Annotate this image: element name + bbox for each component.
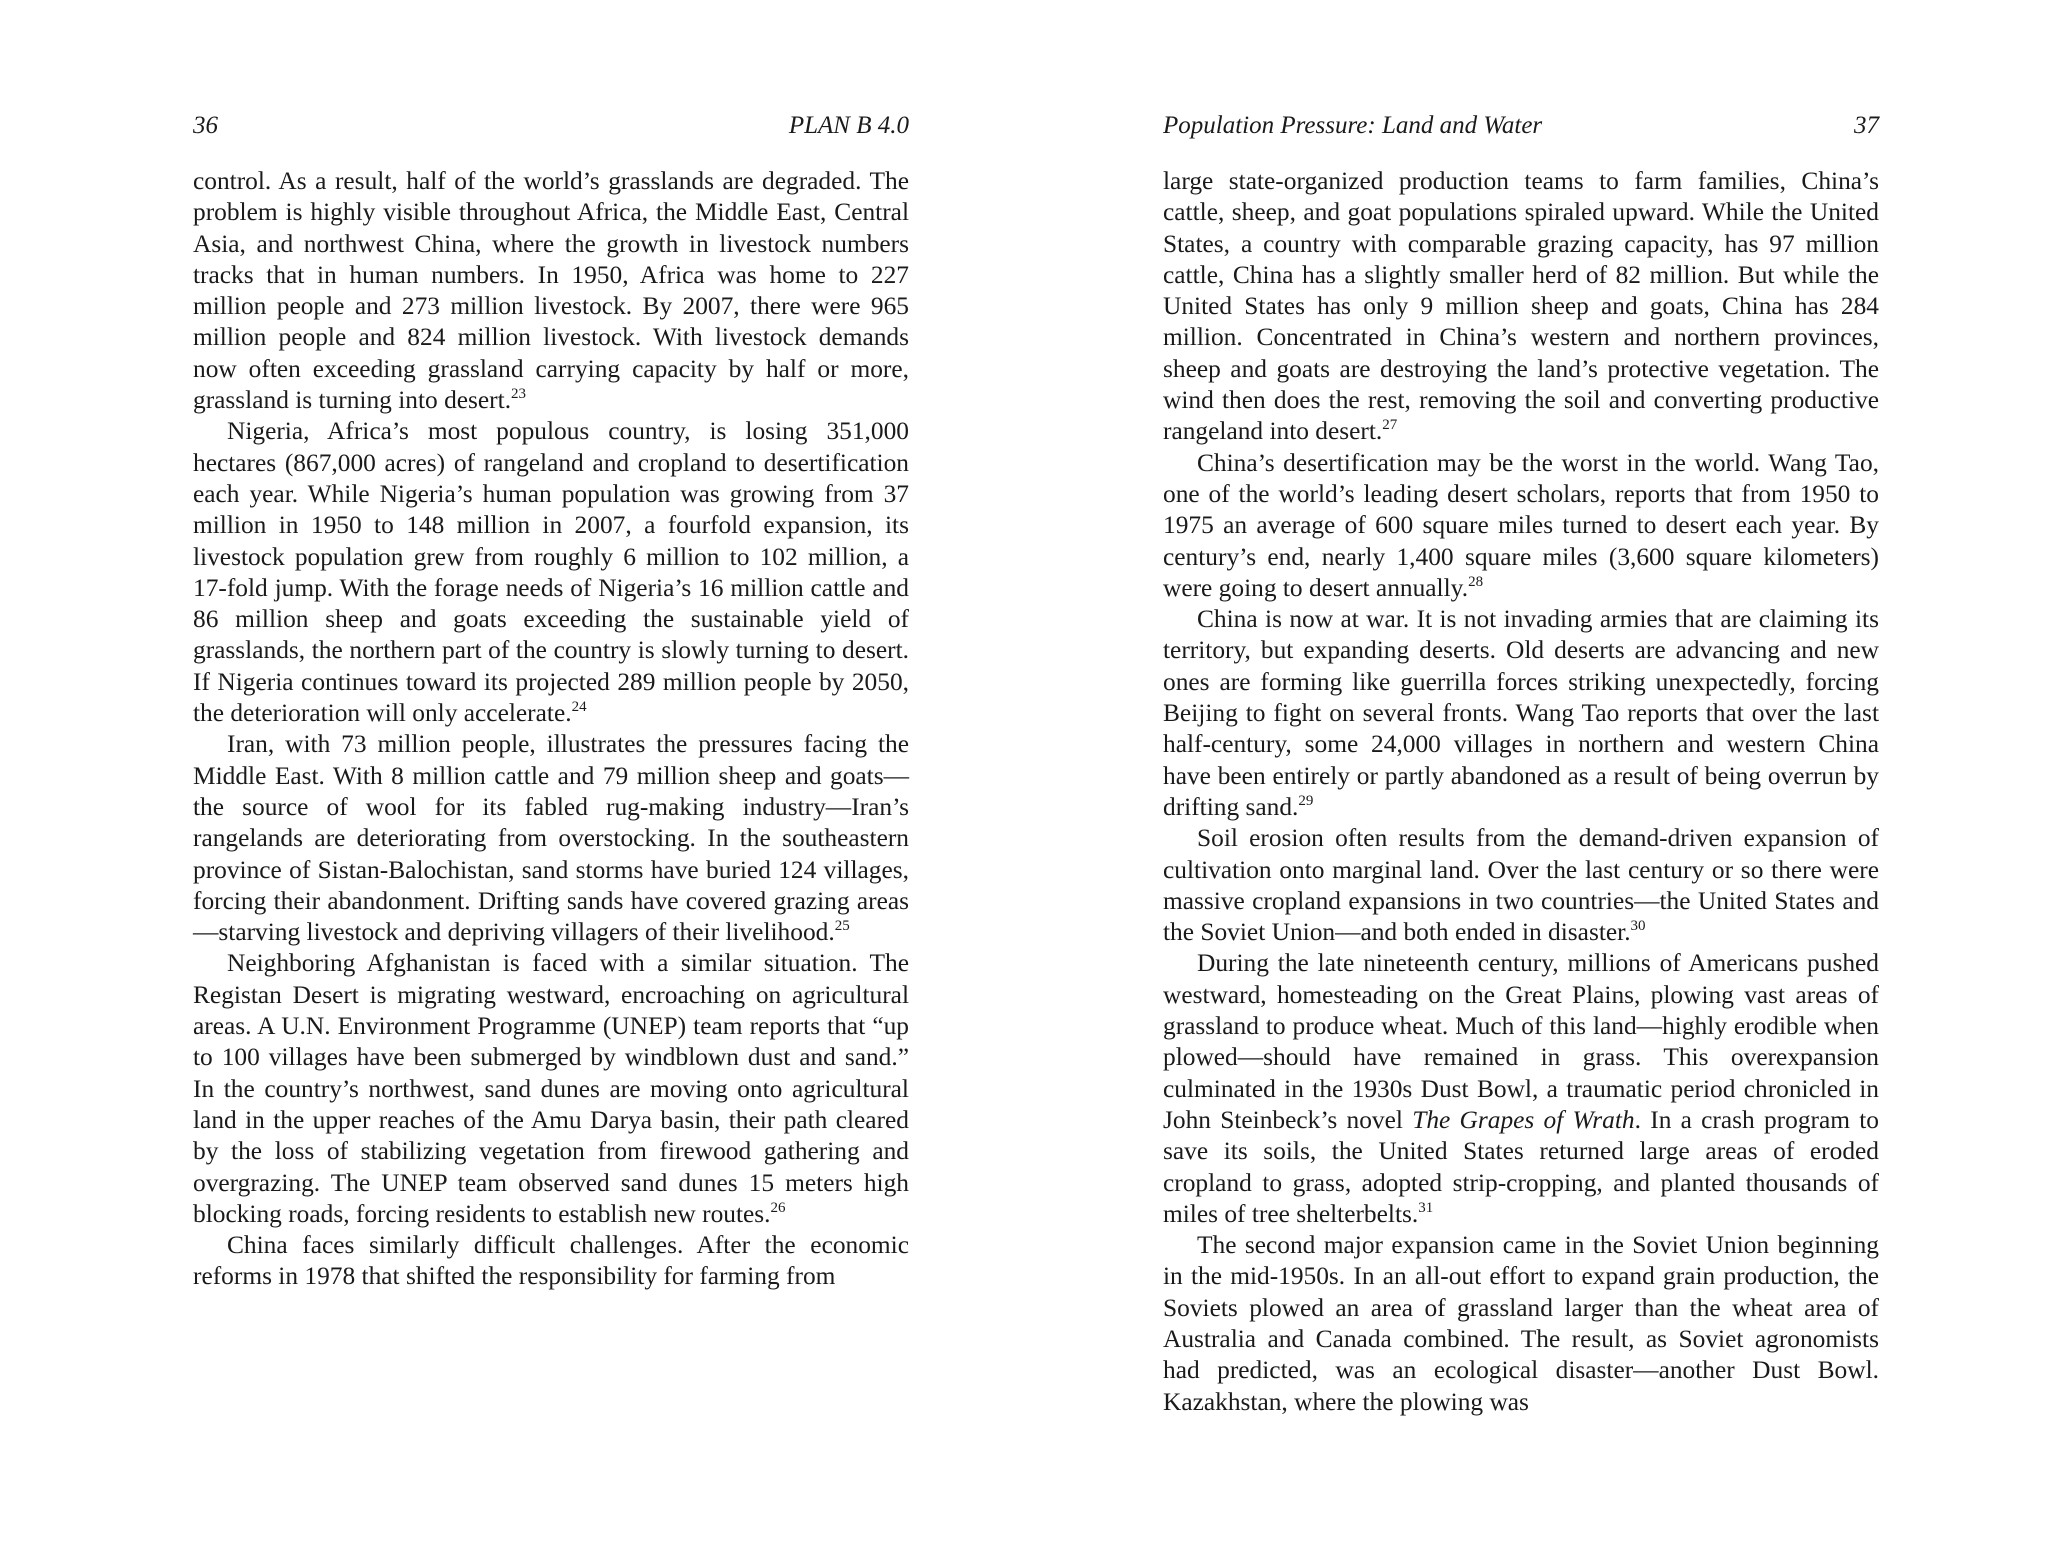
right-paragraph-2: China’s desertification may be the worst in the world. Wang Tao, one of the world’s leading desert scholars, reports that from 1950 to 1975 an average of 600 square miles turned to desert each year. By century’s end, nearly 1,400 square miles (3,600 square kilometers) were going to desert annually.$^{28}$ xyxy=(1163,448,1879,602)
right-paragraph-3: China is now at war. It is not invading armies that are claiming its territory, but expanding deserts. Old deserts are advancing and new ones are forming like guerrilla forces striking unexpectedly, forcing Beijing to fight on several fronts. Wang Tao reports that over the last half-century, some 24,000 villages in northern and western China have been entirely or partly abandoned as a result of being overrun by drifting sand.$^{29}$ xyxy=(1163,605,1879,821)
book-title: The Grapes of Wrath xyxy=(1412,1105,1635,1134)
left-paragraph-1: control. As a result, half of the world’s grasslands are degraded. The problem is highly visible throughout Africa, the Middle East, Central Asia, and northwest China, where the growth in livestock numbers tracks that in human numbers. In 1950, Africa was home to 227 million people and 273 million livestock. By 2007, there were 965 million people and 824 million livestock. With livestock demands now often exceeding grassland carrying capacity by half or more, grassland is turning into desert.$^{23}$ xyxy=(193,167,909,415)
footnote-ref: 31 xyxy=(1418,1199,1434,1216)
right-page-number: 37 xyxy=(1854,112,1879,139)
left-running-title: PLAN B 4.0 xyxy=(788,112,909,139)
left-running-head xyxy=(193,112,909,148)
left-page-number: 36 xyxy=(193,112,218,139)
right-running-title: Population Pressure: Land and Water xyxy=(1163,112,1543,139)
left-paragraph-4: Neighboring Afghanistan is faced with a similar situation. The Registan Desert is migrating westward, encroaching on agricultural areas. A U.N. Environment Programme (UNEP) team reports that “up to 100 villages have been submerged by windblown dust and sand.” In the country’s northwest, sand dunes are moving onto agricultural land in the upper reaches of the Amu Darya basin, their path cleared by the loss of stabilizing vegetation from firewood gathering and overgrazing. The UNEP team observed sand dunes 15 meters high blocking roads, forcing residents to establish new routes.$^{26}$ xyxy=(193,949,909,1228)
footnote-ref: 25 xyxy=(834,918,850,935)
left-paragraph-2: Nigeria, Africa’s most populous country, is losing 351,000 hectares (867,000 acres) of rangeland and cropland to desertification each year. While Nigeria’s human population was growing from 37 million in 1950 to 148 million in 2007, a fourfold expansion, its livestock population grew from roughly 6 million to 102 million, a 17-fold jump. With the forage needs of Nigeria’s 16 million cattle and 86 million sheep and goats exceeding the sustainable yield of grasslands, the northern part of the country is slowly turning to desert. If Nigeria continues toward its projected 289 million people by 2050, the deterioration will only accelerate.$^{24}$ xyxy=(193,417,909,728)
right-page xyxy=(1163,112,1879,1418)
footnote-ref: 27 xyxy=(1382,417,1398,434)
footnote-ref: 23 xyxy=(511,386,527,403)
right-paragraph-5: During the late nineteenth century, millions of Americans pushed westward, homesteading on the Great Plains, plowing vast areas of grassland to produce wheat. Much of this land—highly erodible when plowed—should have remained in grass. This overexpansion culminated in the 1930s Dust Bowl, a traumatic period chronicled in John Steinbeck’s novel The Grapes of Wrath. In a crash program to save its soils, the United States returned large areas of eroded cropland to grass, adopted strip-cropping, and planted thousands of miles of tree shelterbelts.$^{31}$ xyxy=(1163,949,1880,1228)
footnote-ref: 29 xyxy=(1298,792,1314,809)
right-paragraph-4: Soil erosion often results from the demand-driven expansion of cultivation onto marginal land. Over the last century or so there were massive cropland expansions in two countries—the United States and the Soviet Union—and both ended in disaster.$^{30}$ xyxy=(1163,824,1879,947)
right-paragraph-6: The second major expansion came in the Soviet Union beginning in the mid-1950s. In an all-out effort to expand grain production, the Soviets plowed an area of grassland larger than the wheat area of Australia and Canada combined. The result, as Soviet agronomists had predicted, was an ecological disaster—another Dust Bowl. Kazakhstan, where the plowing was xyxy=(1163,1231,1879,1416)
footnote-ref: 26 xyxy=(770,1199,786,1216)
left-paragraph-3: Iran, with 73 million people, illustrates the pressures facing the Middle East. With 8 million cattle and 79 million sheep and goats—the source of wool for its fabled rug-making industry—Iran’s rangelands are deteriorating from overstocking. In the southeastern province of Sistan-Balochistan, sand storms have buried 124 villages, forcing their abandonment. Drifting sands have covered grazing areas—starving livestock and depriving villagers of their livelihood.$^{25}$ xyxy=(193,730,909,947)
footnote-ref: 28 xyxy=(1468,573,1484,590)
right-running-head xyxy=(1163,112,1879,148)
left-page xyxy=(193,112,909,1293)
footnote-ref: 30 xyxy=(1630,918,1646,935)
footnote-ref: 24 xyxy=(571,699,587,716)
left-paragraph-5: China faces similarly difficult challenges. After the economic reforms in 1978 that shifted the responsibility for farming from xyxy=(193,1231,909,1291)
right-paragraph-1: large state-organized production teams to farm families, China’s cattle, sheep, and goat populations spiraled upward. While the United States, a country with comparable grazing capacity, has 97 million cattle, China has a slightly smaller herd of 82 million. But while the United States has only 9 million sheep and goats, China has 284 million. Concentrated in China’s western and northern provinces, sheep and goats are destroying the land’s protective vegetation. The wind then does the rest, removing the soil and converting productive rangeland into desert.$^{27}$ xyxy=(1163,167,1879,446)
